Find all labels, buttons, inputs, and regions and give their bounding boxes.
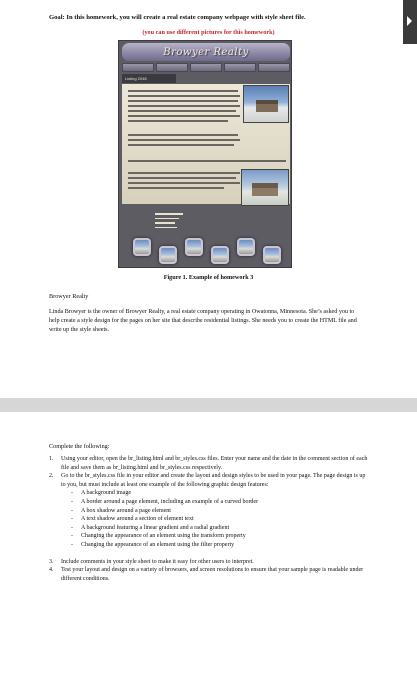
figure-caption: Figure 1. Example of homework 3 (163, 274, 254, 281)
list-number: 3. (49, 558, 54, 565)
feature-sublist (61, 489, 369, 549)
document-page-2 (0, 412, 417, 700)
list-number: 4. (49, 567, 54, 574)
pictures-note: (you can use different pictures for this homework) (142, 29, 275, 36)
house-photo-secondary (241, 169, 289, 206)
list-number: 2. (49, 473, 54, 480)
thumbnail-image (185, 238, 203, 256)
company-heading: Browyer Realty (49, 293, 89, 300)
mock-nav-item (190, 63, 222, 72)
thumbnail-image (133, 238, 151, 256)
list-number: 1. (49, 456, 54, 462)
example-webpage-figure (118, 40, 292, 268)
thumbnail-image (237, 238, 255, 256)
mock-banner-title: Browyer Realty (163, 46, 249, 58)
list-item-text: Using your editor, open the br_listing.html and br_styles.css files. Enter your name and the date in the comment section of each file and save them as br_listing.html and br_styles.css respectively. (61, 456, 368, 471)
mock-address-block (243, 74, 290, 83)
mock-nav-item (156, 63, 188, 72)
thumbnail-image (159, 246, 177, 264)
mock-listing-label: Listing 2048 (122, 74, 176, 83)
instructions-list (49, 455, 369, 583)
mock-nav-bar (122, 63, 290, 72)
mock-nav-item (258, 63, 290, 72)
list-item-text: Test your layout and design on a variety of browsers, and screen resolutions to ensure that your sample page is readable under different conditions. (61, 567, 364, 582)
mock-feature-bullets (155, 213, 183, 228)
thumbnail-image (263, 246, 281, 264)
feature-item: - A background featuring a linear gradient and a radial gradient (71, 524, 369, 533)
page-divider (0, 398, 417, 412)
mock-nav-item (224, 63, 256, 72)
description-paragraph: Linda Browyer is the owner of Browyer Realty, a real estate company operating in Owatonna, Minnesota. She’s asked you to help create a style design for the pages on her site that describe residential listings. She needs you to create the HTML file and write up the style sheets. (49, 309, 357, 333)
thumbnail-image (211, 246, 229, 264)
mock-nav-item (122, 63, 154, 72)
mock-thumbnail-row (133, 238, 281, 266)
list-item-text: Include comments in your style sheet to make it easy for other users to interpret. (61, 558, 254, 565)
feature-item: - Changing the appearance of an element using the filter property (71, 541, 369, 550)
list-item (49, 558, 369, 567)
list-item-text: Go to the br_styles.css file in your editor and create the layout and design styles to be used in your page. The page design is up to you, but must include at least one example of the following graphic design features: (61, 473, 366, 488)
list-item (49, 566, 369, 583)
instructions-heading: Complete the following: (49, 443, 110, 450)
goal-text: Goal: In this homework, you will create a real estate company webpage with style sheet file. (49, 14, 306, 21)
page-next-arrow-icon[interactable] (403, 0, 417, 44)
house-photo-main (243, 85, 289, 123)
feature-item: - A border around a page element, including an example of a curved border (71, 498, 369, 507)
list-item (49, 455, 369, 472)
feature-item: - A background image (71, 489, 369, 498)
list-item (49, 472, 369, 549)
feature-item: - A box shadow around a page element (71, 507, 369, 516)
mock-banner (122, 43, 290, 61)
feature-item: - Changing the appearance of an element using the transform property (71, 532, 369, 541)
feature-item: - A text shadow around a section of element text (71, 515, 369, 524)
